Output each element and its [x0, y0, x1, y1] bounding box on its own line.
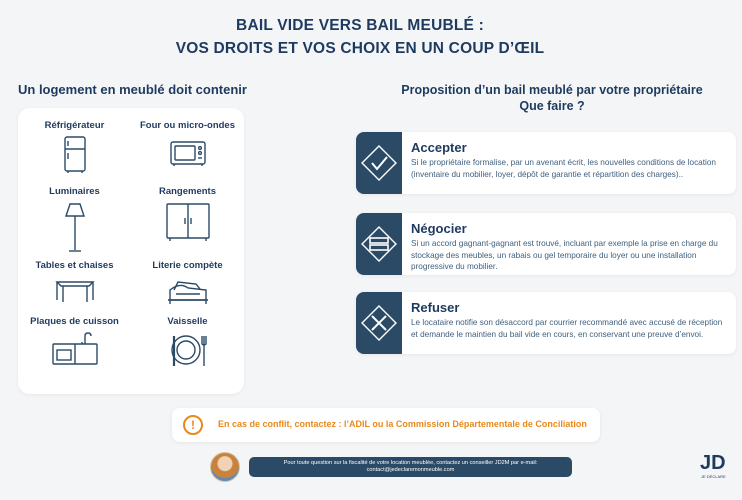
conflict-text: En cas de conflit, contactez : l’ADIL ou la Commission Départementale de Conciliation: [218, 419, 587, 429]
equipment-item-oven: [131, 120, 244, 168]
advisor-avatar: [210, 452, 240, 482]
equipment-heading: Un logement en meublé doit contenir: [18, 82, 247, 97]
equipment-item-tables: [18, 260, 131, 304]
choice-title: Accepter: [411, 140, 467, 155]
equipment-item-fridge: [18, 120, 131, 174]
choice-title: Refuser: [411, 300, 460, 315]
equipment-item-lighting: [18, 186, 131, 254]
equipment-item-storage: [131, 186, 244, 242]
plate-cutlery-icon: [166, 332, 210, 368]
choice-description: Si le propriétaire formalise, par un avenant écrit, les nouvelles conditions de location (inventaire du mobilier, loyer, dépôt de garantie et répartition des charges)..: [411, 158, 716, 179]
choice-negotiate: [356, 213, 736, 275]
microwave-icon: [169, 136, 207, 168]
choice-refuse: [356, 292, 736, 354]
equipment-card: [18, 108, 244, 394]
equipment-label: Literie compète: [152, 260, 223, 271]
equipment-item-bedding: [131, 260, 244, 306]
equipment-item-dishes: [131, 316, 244, 368]
negotiate-icon: [364, 229, 394, 259]
contact-line-1: Pour toute question sur la fiscalité de votre location meublée, contactez un conseiller JD2M par e-mail:: [283, 460, 538, 466]
choice-icon-tile: [356, 132, 402, 194]
equipment-label: Tables et chaises: [35, 260, 114, 271]
contact-banner: [249, 457, 572, 477]
warning-icon: !: [183, 415, 203, 435]
proposal-heading-line-2: Que faire ?: [519, 99, 585, 113]
choice-description: Le locataire notifie son désaccord par courrier recommandé avec accusé de réception et demande le maintien du bail vide en cours, en conservant une preuve d’envoi.: [411, 318, 723, 339]
choice-description: Si un accord gagnant-gagnant est trouvé, incluant par exemple la prise en charge du stockage des meubles, un rabais ou gel temporaire du loyer ou une installation progressive du mobilier.: [411, 239, 718, 271]
table-icon: [53, 276, 97, 304]
equipment-label: Rangements: [158, 186, 216, 197]
brand-logo: JD: [700, 452, 726, 474]
equipment-label: Plaques de cuisson: [30, 316, 119, 327]
proposal-heading-line-1: Proposition d’un bail meublé par votre propriétaire: [401, 83, 703, 97]
equipment-label: Réfrigérateur: [44, 120, 105, 131]
equipment-label: Vaisselle: [167, 316, 208, 327]
equipment-item-hob: [18, 316, 131, 366]
conflict-notice: [172, 408, 600, 442]
cross-icon: [364, 308, 394, 338]
brand-logo-tagline: JE DÉCLARE: [701, 474, 726, 479]
wardrobe-icon: [164, 202, 212, 242]
stove-icon: [50, 332, 100, 366]
choice-title: Négocier: [411, 221, 467, 236]
floor-lamp-icon: [63, 202, 87, 254]
equipment-label: Four ou micro-ondes: [140, 120, 235, 131]
contact-email: contact@jedeclaremonmeuble.com: [366, 467, 455, 473]
choice-accept: [356, 132, 736, 194]
title-line-2: VOS DROITS ET VOS CHOIX EN UN COUP D’ŒIL: [175, 40, 545, 57]
equipment-label: Luminaires: [49, 186, 100, 197]
proposal-heading: [362, 82, 742, 114]
title-line-1: BAIL VIDE VERS BAIL MEUBLÉ :: [236, 17, 484, 34]
page-title: [0, 14, 720, 60]
choice-icon-tile: [356, 213, 402, 275]
choice-icon-tile: [356, 292, 402, 354]
checkmark-icon: [364, 148, 394, 178]
fridge-icon: [63, 136, 87, 174]
bedding-icon: [166, 276, 210, 306]
